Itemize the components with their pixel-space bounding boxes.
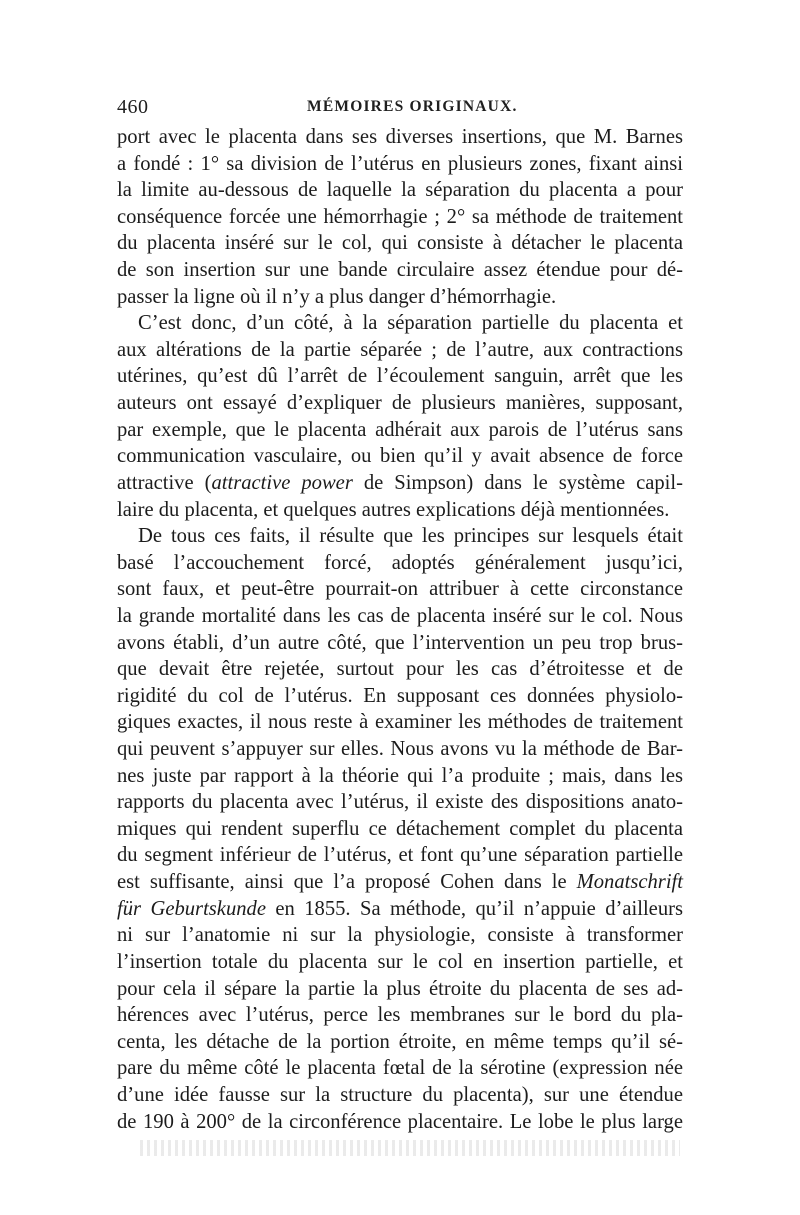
italic-text: für Geburtskunde (117, 897, 266, 920)
text-segment: basé l’accouchement forcé, adoptés généralement jusqu’ici, (117, 551, 683, 574)
text-segment: attractive ( (117, 471, 212, 494)
text-segment: de Simpson) dans le système capil- (352, 471, 683, 494)
text-segment: miques qui rendent superflu ce détachement complet du placenta (117, 817, 683, 840)
text-line (117, 550, 683, 577)
text-line (117, 576, 683, 603)
text-line (117, 177, 683, 204)
page-number: 460 (117, 96, 149, 118)
text-segment: est suffisante, ainsi que l’a proposé Cohen dans le (117, 871, 577, 894)
text-line (117, 736, 683, 763)
text-line (117, 257, 683, 284)
text-segment: port avec le placenta dans ses diverses insertions, que M. Barnes (117, 126, 683, 148)
text-segment: centa, les détache de la portion étroite, en même temps qu’il sé- (117, 1030, 683, 1053)
text-line (117, 630, 683, 657)
text-line (117, 1002, 683, 1029)
text-line (117, 976, 683, 1003)
text-line (117, 656, 683, 683)
text-segment: en 1855. Sa méthode, qu’il n’appuie d’ailleurs (265, 897, 683, 920)
text-segment: a fondé : 1° sa division de l’utérus en plusieurs zones, fixant ainsi (117, 152, 683, 175)
text-segment: qui peuvent s’appuyer sur elles. Nous avons vu la méthode de Bar- (117, 738, 683, 761)
text-line (117, 124, 683, 151)
text-line (117, 470, 683, 497)
text-segment: ni sur l’anatomie ni sur la physiologie, consiste à transformer (117, 924, 683, 947)
text-line (117, 789, 683, 816)
text-segment: de 190 à 200° de la circonférence placentaire. Le lobe le plus large (117, 1110, 683, 1133)
text-line (117, 816, 683, 843)
text-segment: rigidité du col de l’utérus. En supposant ces données physiolo- (117, 684, 683, 707)
text-line (117, 417, 683, 444)
page-header (117, 96, 683, 126)
text-segment: laire du placenta, et quelques autres explications déjà mentionnées. (117, 498, 670, 521)
text-segment: que devait être rejetée, surtout pour les cas d’étroitesse et de (117, 658, 683, 681)
text-segment: la grande mortalité dans les cas de placenta inséré sur le col. Nous (117, 604, 683, 627)
text-segment: aux altérations de la partie séparée ; de l’autre, aux contractions (117, 338, 683, 361)
text-segment: hérences avec l’utérus, perce les membranes sur le bord du pla- (117, 1004, 683, 1027)
text-segment: communication vasculaire, ou bien qu’il y avait absence de force (117, 445, 683, 468)
show-through-text (140, 1140, 680, 1156)
text-line (117, 1109, 683, 1136)
text-line (117, 869, 683, 896)
text-segment: nes juste par rapport à la théorie qui l’a produite ; mais, dans les (117, 764, 683, 787)
body-text (117, 124, 683, 1135)
text-line (117, 337, 683, 364)
text-line (117, 603, 683, 630)
text-segment: l’insertion totale du placenta sur le col en insertion partielle, et (117, 950, 683, 973)
text-line (117, 1055, 683, 1082)
text-line (117, 204, 683, 231)
text-segment: De tous ces faits, il résulte que les principes sur lesquels était (138, 525, 683, 548)
italic-text: attractive power (211, 471, 353, 494)
text-segment: d’une idée fausse sur la structure du placenta), sur une étendue (117, 1083, 683, 1106)
text-segment: du segment inférieur de l’utérus, et font qu’une séparation partielle (117, 844, 683, 867)
text-line (117, 1082, 683, 1109)
text-segment: auteurs ont essayé d’expliquer de plusieurs manières, supposant, (117, 392, 683, 415)
running-title: MÉMOIRES ORIGINAUX. (307, 98, 518, 115)
text-segment: du placenta inséré sur le col, qui consiste à détacher le placenta (117, 232, 683, 255)
text-line (117, 896, 683, 923)
text-segment: avons établi, d’un autre côté, que l’intervention un peu trop brus- (117, 631, 683, 654)
text-line (117, 443, 683, 470)
text-segment: pour cela il sépare la partie la plus étroite du placenta de ses ad- (117, 977, 683, 1000)
text-line (117, 842, 683, 869)
italic-text: Monatschrift (576, 871, 683, 894)
text-segment: de son insertion sur une bande circulaire assez étendue pour dé- (117, 259, 683, 282)
text-segment: la limite au-dessous de laquelle la séparation du placenta a pour (117, 179, 683, 202)
text-segment: sont faux, et peut-être pourrait-on attribuer à cette circonstance (117, 578, 683, 601)
text-segment: utérines, qu’est dû l’arrêt de l’écoulement sanguin, arrêt que les (117, 365, 683, 388)
text-line (117, 497, 683, 524)
text-line (117, 363, 683, 390)
text-line (117, 949, 683, 976)
text-segment: pare du même côté le placenta fœtal de la sérotine (expression née (117, 1057, 683, 1080)
text-line (117, 230, 683, 257)
text-line (117, 922, 683, 949)
text-segment: par exemple, que le placenta adhérait aux parois de l’utérus sans (117, 418, 683, 441)
text-line (117, 1029, 683, 1056)
text-line (117, 151, 683, 178)
text-line (117, 390, 683, 417)
text-line (117, 683, 683, 710)
text-segment: conséquence forcée une hémorrhagie ; 2° sa méthode de traitement (117, 205, 683, 228)
text-line (117, 523, 683, 550)
text-segment: rapports du placenta avec l’utérus, il existe des dispositions anato- (117, 791, 683, 814)
text-segment: C’est donc, d’un côté, à la séparation partielle du placenta et (138, 312, 683, 335)
text-line (117, 709, 683, 736)
text-segment: passer la ligne où il n’y a plus danger d’hémorrhagie. (117, 285, 557, 308)
text-segment: giques exactes, il nous reste à examiner les méthodes de traitement (117, 711, 683, 734)
text-line (117, 284, 683, 311)
text-line (117, 310, 683, 337)
text-line (117, 763, 683, 790)
